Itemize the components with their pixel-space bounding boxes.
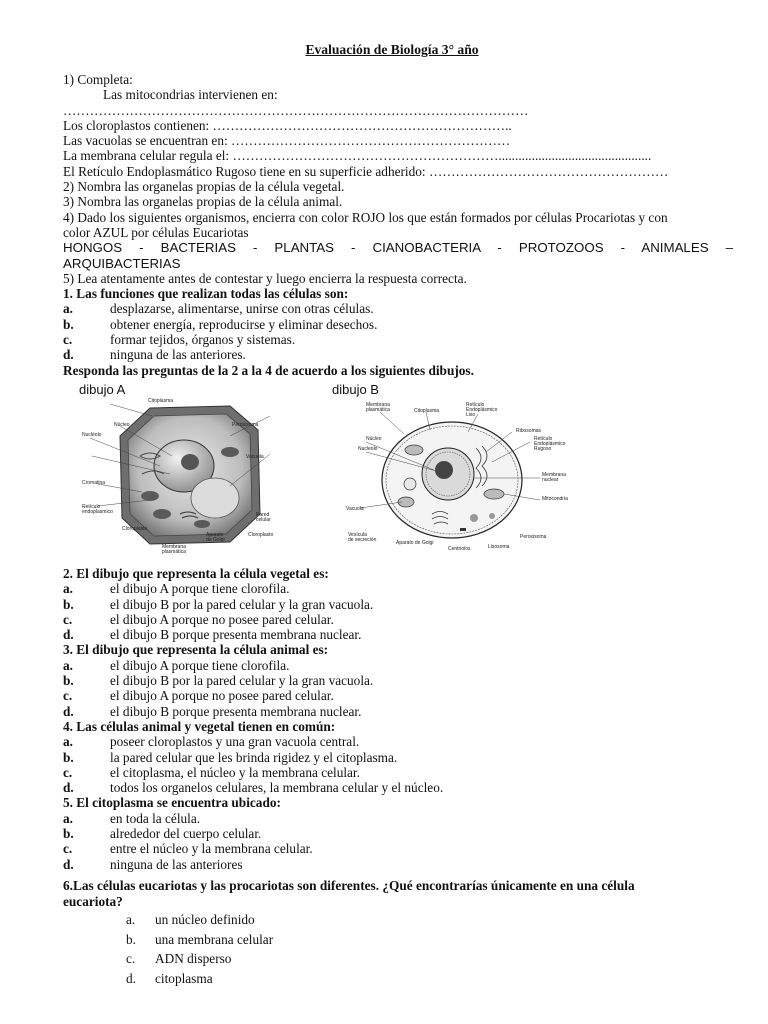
m2-question: 2. El dibujo que representa la célula vegetal es: <box>63 566 329 581</box>
option-text: ADN disperso <box>155 951 232 966</box>
q4-line1: 4) Dado los siguientes organismos, encierra con color ROJO los que están formados por células Procariotas y con <box>63 209 668 225</box>
option-letter: c. <box>63 688 73 704</box>
option-m6-1 <box>126 930 733 950</box>
svg-text:Endoplásmico: Endoplásmico <box>466 407 498 413</box>
m6-question-line1: 6.Las células eucariotas y las procariotas son diferentes. ¿Qué encontrarías únicamente en una célula <box>63 878 635 893</box>
option-m3-1 <box>63 673 733 688</box>
svg-text:Membrana: Membrana <box>366 402 390 408</box>
m1-question: 1. Las funciones que realizan todas las células son: <box>63 286 349 302</box>
q4-organism-list: HONGOS - BACTERIAS - PLANTAS - CIANOBACTERIA - PROTOZOOS - ANIMALES – <box>63 240 733 256</box>
m6-question-line2: eucariota? <box>63 894 123 909</box>
svg-text:Citoplasma: Citoplasma <box>414 408 440 414</box>
drawing-a-label: dibujo A <box>79 382 126 397</box>
plant-cell-diagram <box>80 396 286 556</box>
svg-text:Vacuola: Vacuola <box>246 454 264 460</box>
m1-options <box>63 301 733 362</box>
option-letter: d. <box>63 703 74 719</box>
option-m5-0 <box>63 811 733 826</box>
option-m2-1 <box>63 597 733 612</box>
option-m3-3 <box>63 704 733 719</box>
svg-text:Rugoso: Rugoso <box>534 446 552 452</box>
option-letter: b. <box>63 826 74 842</box>
option-text: el dibujo B por la pared celular y la gran vacuola. <box>110 673 374 689</box>
option-m4-3 <box>63 780 733 795</box>
svg-text:Nucléolo: Nucléolo <box>82 432 102 438</box>
drawing-b-label: dibujo B <box>332 382 379 397</box>
svg-text:Membrana: Membrana <box>542 472 566 478</box>
m5-question: 5. El citoplasma se encuentra ubicado: <box>63 795 281 811</box>
option-letter: a. <box>126 912 136 927</box>
option-letter: b. <box>126 931 136 947</box>
drawings-instruction: Responda las preguntas de la 2 a la 4 de acuerdo a los siguientes dibujos. <box>63 362 474 378</box>
svg-text:Membrana: Membrana <box>162 544 186 550</box>
option-text: ninguna de las anteriores <box>110 856 243 872</box>
option-text: el dibujo A porque no posee pared celular. <box>110 611 334 627</box>
svg-text:Endoplásmico: Endoplásmico <box>534 441 566 447</box>
svg-text:celular: celular <box>256 517 271 523</box>
option-letter: d. <box>126 970 136 986</box>
svg-text:Vacuola: Vacuola <box>346 506 364 512</box>
option-text: formar tejidos, órganos y sistemas. <box>110 332 296 348</box>
q5-text: 5) Lea atentamente antes de contestar y luego encierra la respuesta correcta. <box>63 270 467 286</box>
m2-options <box>63 581 733 642</box>
q1-membrana: La membrana celular regula el: …………………………………………………….............................................. <box>63 148 652 164</box>
option-m2-0 <box>63 581 733 596</box>
q2-text: 2) Nombra las organelas propias de la célula vegetal. <box>63 179 345 195</box>
option-text: el dibujo B por la pared celular y la gran vacuola. <box>110 596 374 612</box>
q1-mito-dots: …………………………………………………………………………………………… <box>63 102 529 118</box>
m4-question: 4. Las células animal y vegetal tienen en común: <box>63 718 336 734</box>
option-m1-3 <box>63 347 733 362</box>
svg-text:Cloroplasto: Cloroplasto <box>248 532 274 538</box>
svg-text:plasmática: plasmática <box>366 407 390 413</box>
option-m3-0 <box>63 658 733 673</box>
m4-options <box>63 734 733 795</box>
option-text: obtener energía, reproducirse y eliminar desechos. <box>110 316 378 332</box>
option-letter: c. <box>63 611 73 627</box>
q1-mito: Las mitocondrias intervienen en: <box>103 87 278 103</box>
option-m6-0 <box>126 910 733 930</box>
svg-text:Cloroplasto: Cloroplasto <box>122 526 148 532</box>
svg-text:Núcleo: Núcleo <box>114 422 130 428</box>
svg-text:Retículo: Retículo <box>82 504 101 510</box>
option-letter: b. <box>63 749 74 765</box>
svg-text:Liso: Liso <box>466 412 476 418</box>
option-m1-1 <box>63 317 733 332</box>
q3-text: 3) Nombra las organelas propias de la célula animal. <box>63 194 343 210</box>
option-m1-0 <box>63 301 733 316</box>
option-text: desplazarse, alimentarse, unirse con otras células. <box>110 301 374 317</box>
option-text: alrededor del cuerpo celular. <box>110 826 262 842</box>
option-text: entre el núcleo y la membrana celular. <box>110 841 313 857</box>
option-m6-3 <box>126 969 733 989</box>
option-text: el dibujo B porque presenta membrana nuclear. <box>110 627 362 643</box>
svg-text:Centriolos: Centriolos <box>448 546 471 552</box>
option-text: en toda la célula. <box>110 810 201 826</box>
option-letter: c. <box>63 332 73 348</box>
q4-line2: color AZUL por células Eucariotas <box>63 224 249 240</box>
option-m1-2 <box>63 332 733 347</box>
option-letter: b. <box>63 316 74 332</box>
svg-text:nuclear: nuclear <box>542 477 559 483</box>
m6-options <box>63 910 733 988</box>
option-text: un núcleo definido <box>155 912 255 927</box>
option-m4-0 <box>63 734 733 749</box>
q1-cloro: Los cloroplastos contienen: ………………………………………………………….. <box>63 117 512 133</box>
option-letter: a. <box>63 301 73 317</box>
option-m2-2 <box>63 612 733 627</box>
svg-text:Lisosoma: Lisosoma <box>488 544 510 550</box>
option-text: el dibujo B porque presenta membrana nuclear. <box>110 703 362 719</box>
option-m5-1 <box>63 826 733 841</box>
option-letter: d. <box>63 856 74 872</box>
svg-text:Citoplasma: Citoplasma <box>148 398 174 404</box>
option-letter: c. <box>63 764 73 780</box>
section-mc <box>63 566 733 872</box>
svg-text:Vesícula: Vesícula <box>348 532 367 538</box>
m3-question: 3. El dibujo que representa la célula animal es: <box>63 642 329 658</box>
option-m3-2 <box>63 688 733 703</box>
option-text: citoplasma <box>155 970 213 986</box>
option-m6-2 <box>126 949 733 969</box>
option-letter: a. <box>63 581 73 597</box>
svg-text:Mitocondria: Mitocondria <box>542 496 568 502</box>
option-text: una membrana celular <box>155 931 274 947</box>
svg-text:Ribosomas: Ribosomas <box>516 428 542 434</box>
svg-text:Aparato: Aparato <box>206 532 224 538</box>
option-text: el citoplasma, el núcleo y la membrana celular. <box>110 764 360 780</box>
svg-text:de Golgi: de Golgi <box>206 537 225 543</box>
svg-text:Aparato de Golgi: Aparato de Golgi <box>396 540 434 546</box>
animal-cell-diagram <box>344 400 588 556</box>
svg-text:Pared: Pared <box>256 512 270 518</box>
option-m2-3 <box>63 627 733 642</box>
option-text: el dibujo A porque tiene clorofila. <box>110 581 290 597</box>
page-title: Evaluación de Biología 3° año <box>305 42 479 57</box>
option-text: todos los organelos celulares, la membrana celular y el núcleo. <box>110 780 444 796</box>
section-completa <box>63 72 733 378</box>
m3-options <box>63 658 733 719</box>
q1-label: 1) Completa: <box>63 72 133 87</box>
svg-text:de secreción: de secreción <box>348 537 377 543</box>
section-q6 <box>63 878 733 910</box>
option-letter: b. <box>63 596 74 612</box>
option-text: el dibujo A porque tiene clorofila. <box>110 657 290 673</box>
svg-text:Peroxisoma: Peroxisoma <box>232 422 259 428</box>
svg-text:endoplasmico: endoplasmico <box>82 509 113 515</box>
option-text: la pared celular que les brinda rigidez y el citoplasma. <box>110 749 398 765</box>
option-text: ninguna de las anteriores. <box>110 347 246 363</box>
option-letter: c. <box>126 951 136 966</box>
svg-text:Nucleolo: Nucleolo <box>358 446 378 452</box>
option-letter: a. <box>63 810 73 826</box>
option-m5-3 <box>63 857 733 872</box>
svg-text:Retículo: Retículo <box>466 402 485 408</box>
q1-reticulo: El Retículo Endoplasmático Rugoso tiene en su superficie adherido: ……………………………………………… <box>63 163 669 179</box>
q4-organism-list-2: ARQUIBACTERIAS <box>63 255 181 271</box>
svg-text:Peroxisoma: Peroxisoma <box>520 534 547 540</box>
option-text: el dibujo A porque no posee pared celular. <box>110 688 334 704</box>
svg-text:Núcleo: Núcleo <box>366 436 382 442</box>
option-letter: d. <box>63 627 74 643</box>
option-letter: d. <box>63 780 74 796</box>
option-letter: a. <box>63 657 73 673</box>
option-m4-1 <box>63 750 733 765</box>
option-text: poseer cloroplastos y una gran vacuola central. <box>110 734 360 750</box>
option-letter: d. <box>63 347 74 363</box>
svg-text:Cromatina: Cromatina <box>82 480 106 486</box>
option-letter: c. <box>63 841 73 857</box>
m5-options <box>63 811 733 872</box>
svg-text:plasmática: plasmática <box>162 549 186 555</box>
option-m4-2 <box>63 765 733 780</box>
svg-text:Retículo: Retículo <box>534 436 553 442</box>
option-letter: a. <box>63 734 73 750</box>
option-letter: b. <box>63 673 74 689</box>
option-m5-2 <box>63 841 733 856</box>
q1-vacuolas: Las vacuolas se encuentran en: ……………………………………………………… <box>63 133 511 149</box>
